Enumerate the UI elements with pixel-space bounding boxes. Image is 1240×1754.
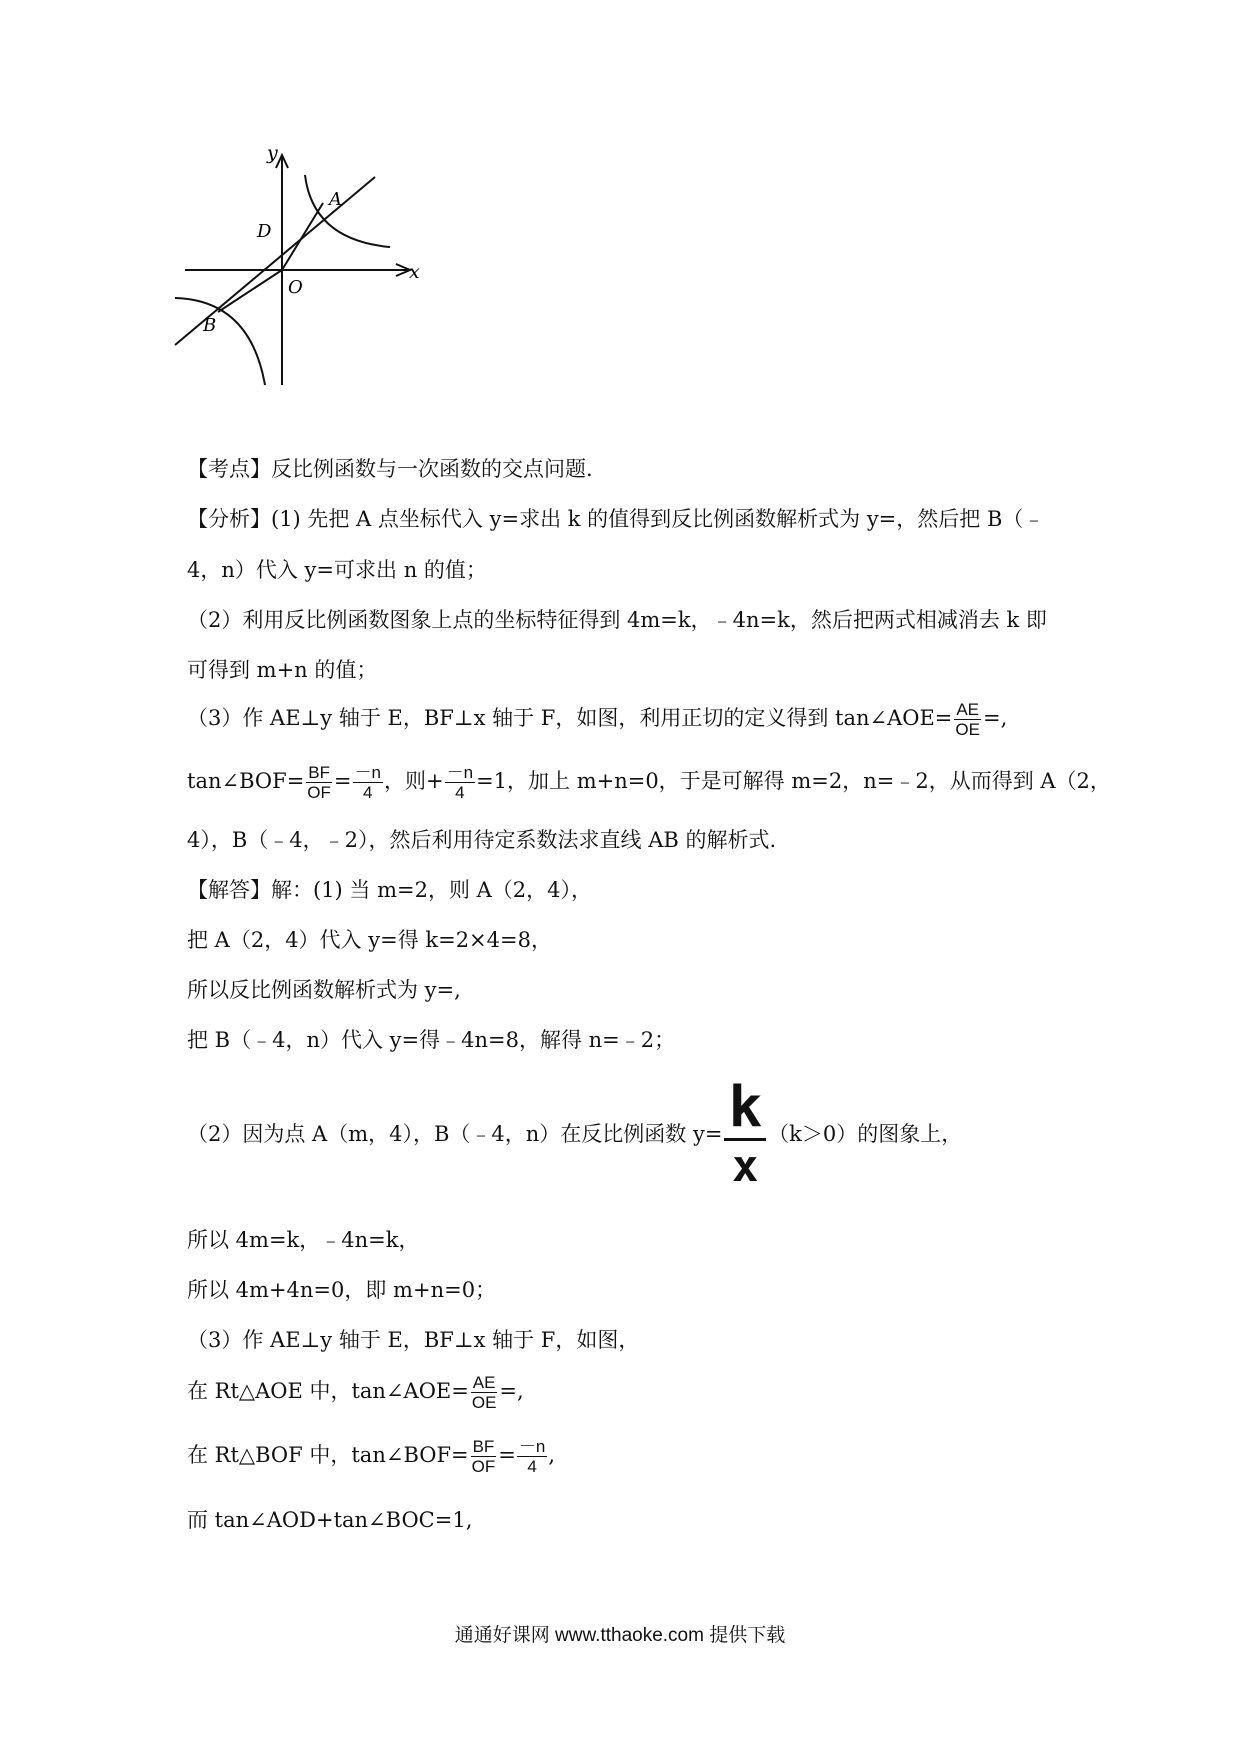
jieda-line-9-end: =, — [499, 1379, 524, 1403]
fraction-numerator: BF — [308, 763, 330, 782]
fraction-k-x — [724, 1075, 766, 1193]
label-O: O — [288, 277, 303, 298]
fraction-numerator: －n — [518, 1437, 546, 1456]
label-A: A — [329, 189, 342, 210]
fraction-negn-4 — [353, 763, 383, 802]
fenxi-line-6-end: =1，加上 m+n=0，于是可解得 m=2，n=﹣2，从而得到 A（2， — [476, 769, 1111, 793]
segment-OA — [282, 203, 323, 270]
fraction-numerator: －n — [446, 763, 474, 782]
fenxi-line-1: 【分析】(1) 先把 A 点坐标代入 y=求出 k 的值得到反比例函数解析式为 y=，然后把 B（﹣ — [187, 507, 1045, 531]
fraction-negn-4-c — [517, 1437, 547, 1476]
jieda-line-10 — [187, 1437, 555, 1476]
jieda-line-3: 所以反比例函数解析式为 y=, — [187, 978, 461, 1002]
kaodian-line: 【考点】反比例函数与一次函数的交点问题. — [187, 457, 593, 481]
jieda-line-2: 把 A（2，4）代入 y=得 k=2×4=8， — [187, 928, 552, 952]
fenxi-line-2: 4，n）代入 y=可求出 n 的值； — [187, 558, 487, 582]
fenxi-line-5-end: =, — [982, 706, 1008, 730]
fraction-bf-of-2 — [470, 1437, 498, 1476]
jieda-line-5-end: （k＞0）的图象上， — [768, 1122, 963, 1146]
fraction-numerator: AE — [472, 1373, 496, 1392]
segment-OB — [218, 270, 282, 312]
fraction-denominator: OF — [307, 783, 331, 802]
jieda-line-10-eq: = — [498, 1443, 516, 1467]
fenxi-line-6-text: tan∠BOF= — [187, 769, 305, 793]
fraction-negn-4-b — [445, 763, 475, 802]
fenxi-line-5 — [187, 700, 1007, 739]
fenxi-line-6 — [187, 763, 1111, 802]
fraction-numerator: －n — [354, 763, 381, 782]
fraction-denominator: OF — [471, 1457, 496, 1476]
fraction-denominator: 4 — [527, 1457, 537, 1476]
fraction-numerator: AE — [956, 700, 980, 719]
jieda-line-11: 而 tan∠AOD+tan∠BOC=1, — [187, 1508, 473, 1532]
coordinate-figure — [185, 142, 495, 435]
jieda-line-10-text: 在 Rt△BOF 中，tan∠BOF= — [187, 1443, 469, 1467]
jieda-line-1: 【解答】解：(1) 当 m=2，则 A（2，4）， — [187, 878, 593, 902]
jieda-line-9-text: 在 Rt△AOE 中，tan∠AOE= — [187, 1379, 469, 1403]
jieda-line-8: （3）作 AE⊥y 轴于 E，BF⊥x 轴于 F，如图， — [187, 1328, 640, 1352]
fraction-numerator: BF — [472, 1437, 495, 1456]
fenxi-line-7: 4），B（﹣4，﹣2），然后利用待定系数法求直线 AB 的解析式. — [187, 828, 777, 852]
fraction-ae-oe-2 — [470, 1373, 499, 1412]
jieda-line-5-text: （2）因为点 A（m，4），B（﹣4，n）在反比例函数 y= — [187, 1122, 723, 1146]
fraction-ae-oe — [953, 700, 982, 739]
fraction-denominator: x — [732, 1141, 759, 1192]
fenxi-line-6-mid: ，则+ — [383, 769, 444, 793]
label-x: x — [409, 261, 420, 283]
fenxi-line-3: （2）利用反比例函数图象上点的坐标特征得到 4m=k，﹣4n=k，然后把两式相减消去 k 即 — [187, 608, 1047, 632]
jieda-line-9 — [187, 1373, 524, 1412]
jieda-line-10-end: , — [548, 1443, 556, 1467]
label-y: y — [267, 142, 278, 164]
fraction-bf-of — [305, 763, 333, 802]
jieda-line-7: 所以 4m+4n=0，即 m+n=0； — [187, 1278, 497, 1302]
fraction-denominator: 4 — [455, 783, 465, 802]
fenxi-line-5-text: （3）作 AE⊥y 轴于 E，BF⊥x 轴于 F，如图，利用正切的定义得到 tan∠AOE= — [187, 706, 953, 730]
page-footer: 通通好课网 www.tthaoke.com 提供下载 — [454, 1625, 786, 1646]
function-graph — [185, 142, 495, 435]
fenxi-line-4: 可得到 m+n 的值； — [187, 658, 378, 682]
fraction-denominator: 4 — [363, 783, 373, 802]
fraction-numerator: k — [724, 1078, 766, 1141]
jieda-line-5 — [187, 1075, 962, 1193]
jieda-line-6: 所以 4m=k，﹣4n=k， — [187, 1228, 420, 1252]
jieda-line-4: 把 B（﹣4，n）代入 y=得﹣4n=8，解得 n=﹣2； — [187, 1028, 676, 1052]
label-D: D — [257, 221, 272, 242]
fenxi-line-6-eq: = — [333, 769, 352, 793]
fraction-denominator: OE — [955, 720, 980, 739]
label-B: B — [203, 315, 217, 336]
fraction-denominator: OE — [471, 1393, 497, 1412]
